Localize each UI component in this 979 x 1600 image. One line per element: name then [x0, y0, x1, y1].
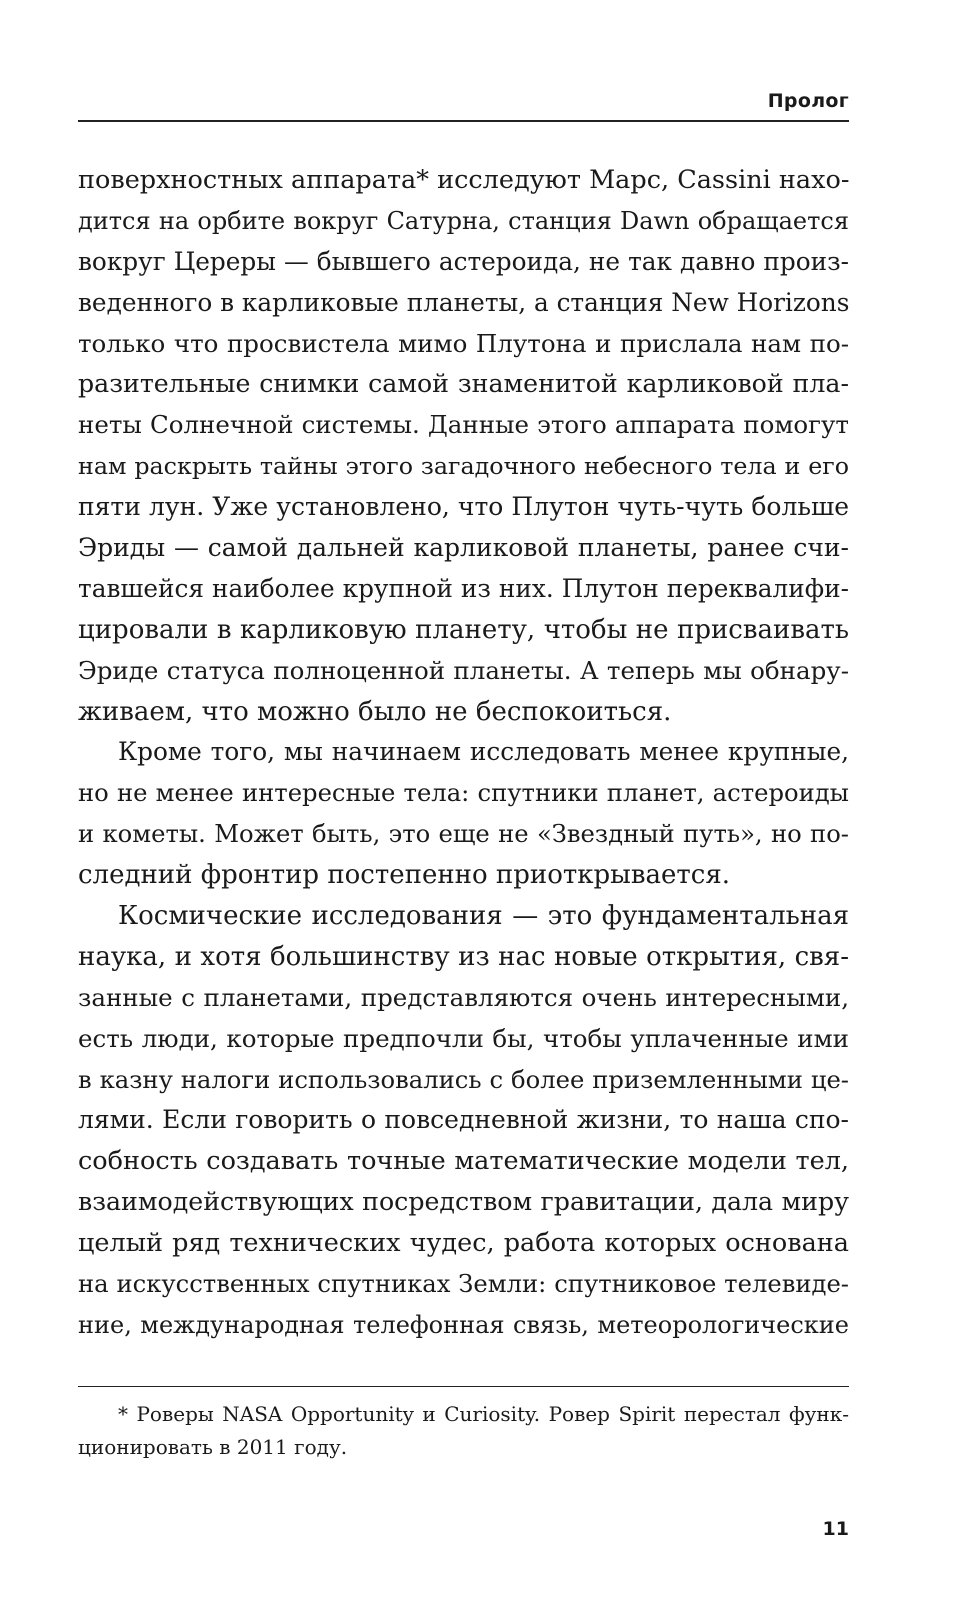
text-line: неты Солнечной системы. Данные этого аппарата помогут: [78, 410, 849, 440]
text-line: следний фронтир постепенно приоткрывается.: [78, 860, 730, 891]
text-line: на искусственных спутниках Земли: спутниковое телевиде-: [78, 1269, 849, 1299]
text-line: Эриде статуса полноценной планеты. А теперь мы обнару-: [78, 655, 849, 685]
text-line: целый ряд технических чудес, работа которых основана: [78, 1228, 849, 1259]
text-line: пяти лун. Уже установлено, что Плутон чуть-чуть больше: [78, 492, 849, 522]
text-line: наука, и хотя большинству из нас новые открытия, свя-: [78, 941, 849, 972]
text-line: и кометы. Может быть, это еще не «Звездный путь», но по-: [78, 819, 849, 849]
text-line: вокруг Цереры — бывшего астероида, не так давно произ-: [78, 246, 849, 276]
text-line: Космические исследования — это фундаментальная: [118, 901, 849, 932]
text-line: живаем, что можно было не беспокоиться.: [78, 696, 672, 727]
footnote: [78, 1398, 849, 1464]
text-line: Эриды — самой дальней карликовой планеты, ранее счи-: [78, 533, 849, 563]
text-line: поверхностных аппарата* исследуют Марс, Cassini нахо-: [78, 165, 850, 195]
text-line: есть люди, которые предпочли бы, чтобы уплаченные ими: [78, 1023, 849, 1053]
text-line: ние, международная телефонная связь, метеорологические: [78, 1310, 849, 1339]
page-number: 11: [822, 1518, 849, 1540]
text-line: в казну налоги использовались с более приземленными це-: [78, 1064, 849, 1094]
text-line: занные с планетами, представляются очень интересными,: [78, 982, 849, 1012]
footnote-divider: [78, 1386, 849, 1387]
header-divider: [78, 120, 849, 122]
text-line: Кроме того, мы начинаем исследовать менее крупные,: [118, 737, 849, 767]
text-line: но не менее интересные тела: спутники планет, астероиды: [78, 778, 849, 808]
footnote-line: * Роверы NASA Opportunity и Curiosity. Ровер Spirit перестал функ-: [118, 1402, 849, 1426]
running-header-title: Пролог: [767, 90, 849, 112]
main-text: [78, 160, 849, 1346]
text-line: тавшейся наиболее крупной из них. Плутон переквалифи-: [78, 573, 849, 603]
text-line: только что просвистела мимо Плутона и прислала нам по-: [78, 328, 849, 358]
footnote-line: ционировать в 2011 году.: [78, 1435, 348, 1459]
text-line: лями. Если говорить о повседневной жизни, то наша спо-: [78, 1105, 849, 1135]
text-line: веденного в карликовые планеты, а станция New Horizons: [78, 287, 850, 317]
text-line: разительные снимки самой знаменитой карликовой пла-: [78, 369, 849, 399]
text-line: собность создавать точные математические модели тел,: [78, 1146, 849, 1177]
text-line: нам раскрыть тайны этого загадочного небесного тела и его: [78, 452, 849, 481]
text-line: цировали в карликовую планету, чтобы не присваивать: [78, 614, 849, 645]
text-line: взаимодействующих посредством гравитации, дала миру: [78, 1187, 849, 1217]
text-line: дится на орбите вокруг Сатурна, станция Dawn обращается: [78, 206, 849, 235]
